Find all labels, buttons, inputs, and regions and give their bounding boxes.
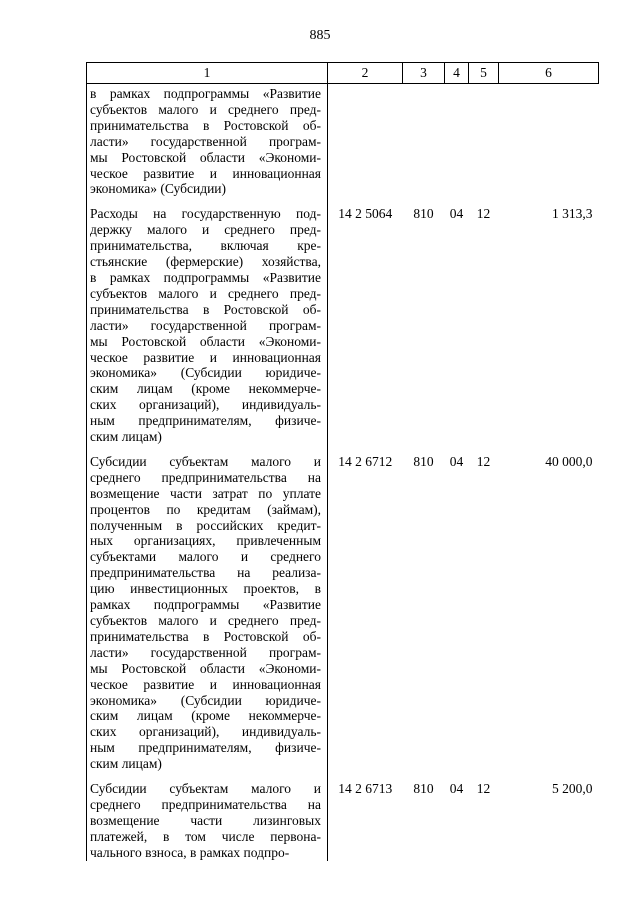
description-line: чального взноса, в рамках подпро- <box>90 844 290 860</box>
row-amount: 40 000,0 <box>545 453 593 469</box>
column-header: 5 <box>469 63 499 84</box>
row-pr <box>469 84 499 198</box>
description-line: ским лицам) <box>90 429 162 445</box>
description-line: ласти» государственной програм- <box>90 317 321 333</box>
column-header: 4 <box>445 63 469 84</box>
description-line: принимательства в Ростовской об- <box>90 117 321 133</box>
description-line: экономика» (Субсидии юридиче- <box>90 692 321 708</box>
spacer-cell <box>328 772 403 781</box>
row-description <box>87 454 328 772</box>
description-line: Субсидии субъектам малого и <box>90 453 321 469</box>
description-line: ским лицам) <box>90 756 162 772</box>
description-line: среднего предпринимательства на <box>90 469 321 485</box>
row-vr: 810 <box>413 781 434 797</box>
row-description <box>87 84 328 198</box>
description-line: среднего предпринимательства на <box>90 796 321 812</box>
budget-table <box>86 62 599 861</box>
row-code: 14 2 6712 <box>338 453 393 469</box>
spacer-cell <box>403 197 445 206</box>
row-code: 14 2 6713 <box>338 781 393 797</box>
description-line: субъектов малого и среднего пред- <box>90 613 321 628</box>
row-rz <box>445 84 469 198</box>
description-line: ческое развитие и инновационная <box>90 676 321 692</box>
row-code: 14 2 5064 <box>338 206 393 222</box>
description-line: ласти» государственной програм- <box>90 133 321 149</box>
description-line: ских организаций), индивидуаль- <box>90 724 321 740</box>
description-line: ческое развитие и инновационная <box>90 349 321 365</box>
row-amount: 1 313,3 <box>552 206 593 222</box>
spacer-cell <box>469 772 499 781</box>
spacer-cell <box>403 445 445 454</box>
page-number: 885 <box>309 28 331 43</box>
description-line: субъектов малого и среднего пред- <box>90 101 321 117</box>
spacer-cell <box>445 772 469 781</box>
description-line: ческое развитие и инновационная <box>90 165 321 181</box>
description-line: предпринимательства на реализа- <box>90 565 321 581</box>
row-code <box>328 84 403 198</box>
description-line: в рамках подпрограммы «Развитие <box>90 86 321 101</box>
row-amount <box>499 84 599 198</box>
row-rz: 04 <box>449 206 464 222</box>
description-line: процентов по кредитам (займам), <box>90 501 321 517</box>
description-line: держку малого и среднего пред- <box>90 222 321 238</box>
table-header-row <box>87 63 599 84</box>
description-line: экономика» (Субсидии юридиче- <box>90 365 321 381</box>
table-row <box>87 454 599 772</box>
row-amount: 5 200,0 <box>552 781 593 797</box>
description-line: принимательства в Ростовской об- <box>90 628 321 644</box>
description-line: ным предпринимателям, физиче- <box>90 413 321 429</box>
row-pr: 12 <box>476 781 491 797</box>
column-header: 3 <box>403 63 445 84</box>
description-line: в рамках подпрограммы «Развитие <box>90 269 321 285</box>
description-line: мы Ростовской области «Экономи- <box>90 333 321 349</box>
table-body <box>87 84 599 861</box>
row-spacer <box>87 445 599 454</box>
description-line: ским лицам (кроме некоммерче- <box>90 381 321 397</box>
row-vr: 810 <box>413 206 434 222</box>
description-line: принимательства, включая кре- <box>90 238 321 254</box>
description-line: ласти» государственной програм- <box>90 644 321 660</box>
description-line: субъектов малого и среднего пред- <box>90 285 321 301</box>
table-row <box>87 781 599 861</box>
spacer-cell <box>87 445 328 454</box>
row-rz: 04 <box>449 781 464 797</box>
description-line: ским лицам (кроме некоммерче- <box>90 708 321 724</box>
description-line: принимательства в Ростовской об- <box>90 301 321 317</box>
row-spacer <box>87 772 599 781</box>
column-header: 6 <box>499 63 599 84</box>
spacer-cell <box>87 197 328 206</box>
description-line: мы Ростовской области «Экономи- <box>90 149 321 165</box>
description-line: возмещение части затрат по уплате <box>90 485 321 501</box>
table-row <box>87 84 599 198</box>
row-vr: 810 <box>413 453 434 469</box>
description-line: цию инвестиционных проектов, в <box>90 581 321 597</box>
row-description <box>87 781 328 861</box>
row-pr: 12 <box>476 206 491 222</box>
description-line: субъектами малого и среднего <box>90 549 321 565</box>
description-line: возмещение части лизинговых <box>90 812 321 828</box>
column-header: 1 <box>87 63 328 84</box>
row-vr <box>403 84 445 198</box>
description-line: ным предпринимателям, физиче- <box>90 740 321 756</box>
row-description <box>87 206 328 445</box>
description-line: ных организациях, привлеченным <box>90 533 321 549</box>
spacer-cell <box>328 197 403 206</box>
description-line: стьянские (фермерские) хозяйства, <box>90 254 321 270</box>
spacer-cell <box>499 772 599 781</box>
spacer-cell <box>469 197 499 206</box>
description-line: Расходы на государственную под- <box>90 206 321 222</box>
spacer-cell <box>445 197 469 206</box>
table-row <box>87 206 599 445</box>
description-line: Субсидии субъектам малого и <box>90 781 321 797</box>
description-line: мы Ростовской области «Экономи- <box>90 660 321 676</box>
column-header: 2 <box>328 63 403 84</box>
spacer-cell <box>469 445 499 454</box>
spacer-cell <box>403 772 445 781</box>
spacer-cell <box>328 445 403 454</box>
row-pr: 12 <box>476 453 491 469</box>
description-line: рамках подпрограммы «Развитие <box>90 597 321 613</box>
description-line: платежей, в том числе первона- <box>90 828 321 844</box>
spacer-cell <box>499 197 599 206</box>
row-spacer <box>87 197 599 206</box>
spacer-cell <box>87 772 328 781</box>
description-line: экономика» (Субсидии) <box>90 181 227 197</box>
spacer-cell <box>499 445 599 454</box>
spacer-cell <box>445 445 469 454</box>
description-line: полученным в российских кредит- <box>90 517 321 533</box>
row-rz: 04 <box>449 453 464 469</box>
description-line: ских организаций), индивидуаль- <box>90 397 321 413</box>
